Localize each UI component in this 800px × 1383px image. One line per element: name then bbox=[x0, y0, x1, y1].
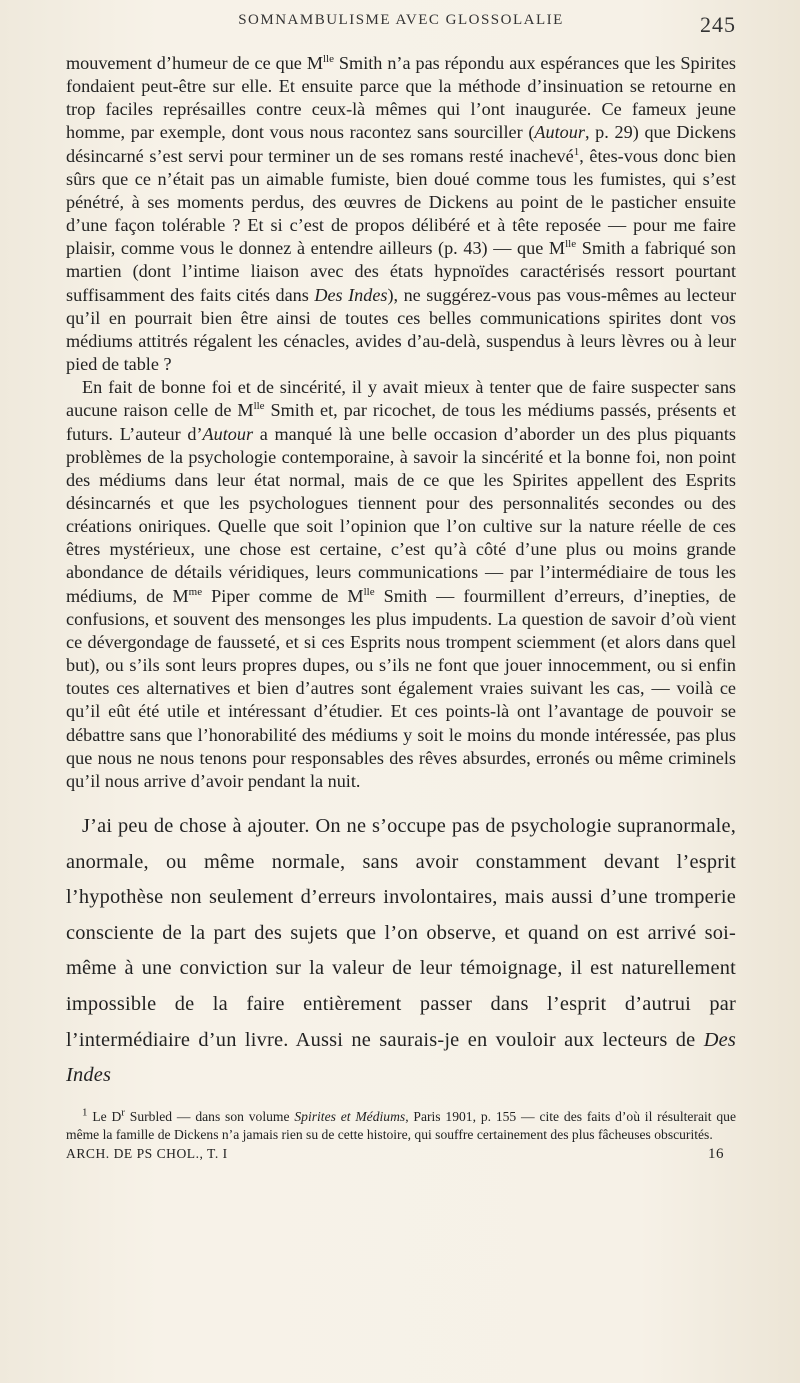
footnote: $^1$ Le $D^r$ Surbled — dans son volume Spirites et Médiums, Paris 1901, p. 155 — cite des faits d’où il résulterait que même la famille de Dickens n’a jamais rien su de cette histoire, qui souffre certainement des plus fâcheuses obscurités. bbox=[66, 1106, 736, 1142]
paragraph-3: J’ai peu de chose à ajouter. On ne s’occupe pas de psychologie supranormale, anormale, ou même normale, sans avoir constamment devant l’esprit l’hypothèse non seulement d’erreurs involontaires, mais aussi d’une tromperie consciente de la part des sujets que l’on observe, et quand on est arrivé soi-même à une conviction sur la valeur de leur témoignage, il est naturellement impossible de la faire entièrement passer dans l’esprit d’autrui par l’intermédiaire d’un livre. Aussi ne saurais-je en vouloir aux lecteurs de Des Indes bbox=[66, 815, 736, 1087]
paragraph-2: En fait de bonne foi et de sincérité, il y avait mieux à tenter que de faire suspecter sans aucune raison celle de $M^{lle}$ Smith et, par ricochet, de tous les médiums passés, présents et futurs. L’auteur d’Autour a manqué là une belle occasion d’aborder un des plus piquants problèmes de la psychologie contemporaine, à savoir la sincérité et la bonne foi, non point des médiums dans leur état normal, mais de ce que les Spirites appellent des Esprits désincarnés et que les psychologues tiennent pour des personnalités secondes ou des créations oniriques. Quelle que soit l’opinion que l’on cultive sur la nature réelle de ces êtres mystérieux, une chose est certaine, c’est qu’à côté d’une plus ou moins grande abondance de détails véridiques, leurs communications — par l’intermédiaire de tous les médiums, de $M^{me}$ Piper comme de $M^{lle}$ Smith — fourmillent d’erreurs, d’inepties, de confusions, et souvent des mensonges les plus impudents. La question de savoir d’où vient ce dévergondage de fausseté, et si ces Esprits nous trompent sciemment (et alors dans quel but), ou s’ils sont leurs propres dupes, ou s’ils ne font que jouer innocemment, ou si enfin toutes ces alternatives et bien d’autres sont également vraies suivant les cas, — voilà ce qu’il eût été utile et intéressant d’étudier. Et ces points-là ont l’avantage de pouvoir se débattre sans que l’honorabilité des médiums y soit le moins du monde intéressée, pas plus que nous ne nous tenons pour responsables des rêves absurdes, erronés ou même criminels qu’il nous arrive d’avoir pendant la nuit. bbox=[66, 377, 737, 791]
gathering-number: 16 bbox=[708, 1145, 724, 1162]
footnote-ref: 1 bbox=[573, 145, 580, 158]
journal-signature: ARCH. DE PS CHOL., T. I bbox=[66, 1145, 228, 1161]
signature-line bbox=[66, 1146, 736, 1163]
footnote-separator bbox=[66, 1094, 736, 1108]
page-number: 245 bbox=[700, 12, 736, 37]
paragraph-1: mouvement d’humeur de ce que $M^{lle}$ Smith n’a pas répondu aux espérances que les Spirites fondaient peut-être sur elle. Et ensuite parce que la méthode d’insinuation se retourne en trop faciles représailles contre ceux-là mêmes qui l’ont inaugurée. Ce fameux jeune homme, par exemple, dont vous nous racontez sans sourciller (Autour, p. 29) que Dickens désincarné s’est servi pour terminer un de ses romans resté inachevé$^1$, êtes-vous donc bien sûrs que ce n’était pas un aimable fumiste, bien doué comme tous les fumistes, qui s’est pénétré, à ses moments perdus, des œuvres de Dickens au point de le pasticher ensuite d’une façon tolérable ? Et si c’est de propos délibéré et à tête reposée — pour me faire plaisir, comme vous le donnez à entendre ailleurs (p. 43) — que $M^{lle}$ Smith a fabriqué son martien (dont l’intime liaison avec des états hypnoïdes caractérisés ressort pourtant suffisamment des faits cités dans Des Indes), ne suggérez-vous pas vous-mêmes au lecteur qu’il en pourrait bien être ainsi de toutes ces belles communications spirites dont vos médiums attitrés régalent les cénacles, avides d’au-delà, suspendus à leurs lèvres ou à leur pied de table ? bbox=[66, 52, 737, 375]
footnote-marker: 1 bbox=[82, 1106, 88, 1119]
running-head bbox=[66, 12, 736, 52]
running-title: SOMNAMBULISME AVEC GLOSSOLALIE bbox=[238, 12, 564, 28]
